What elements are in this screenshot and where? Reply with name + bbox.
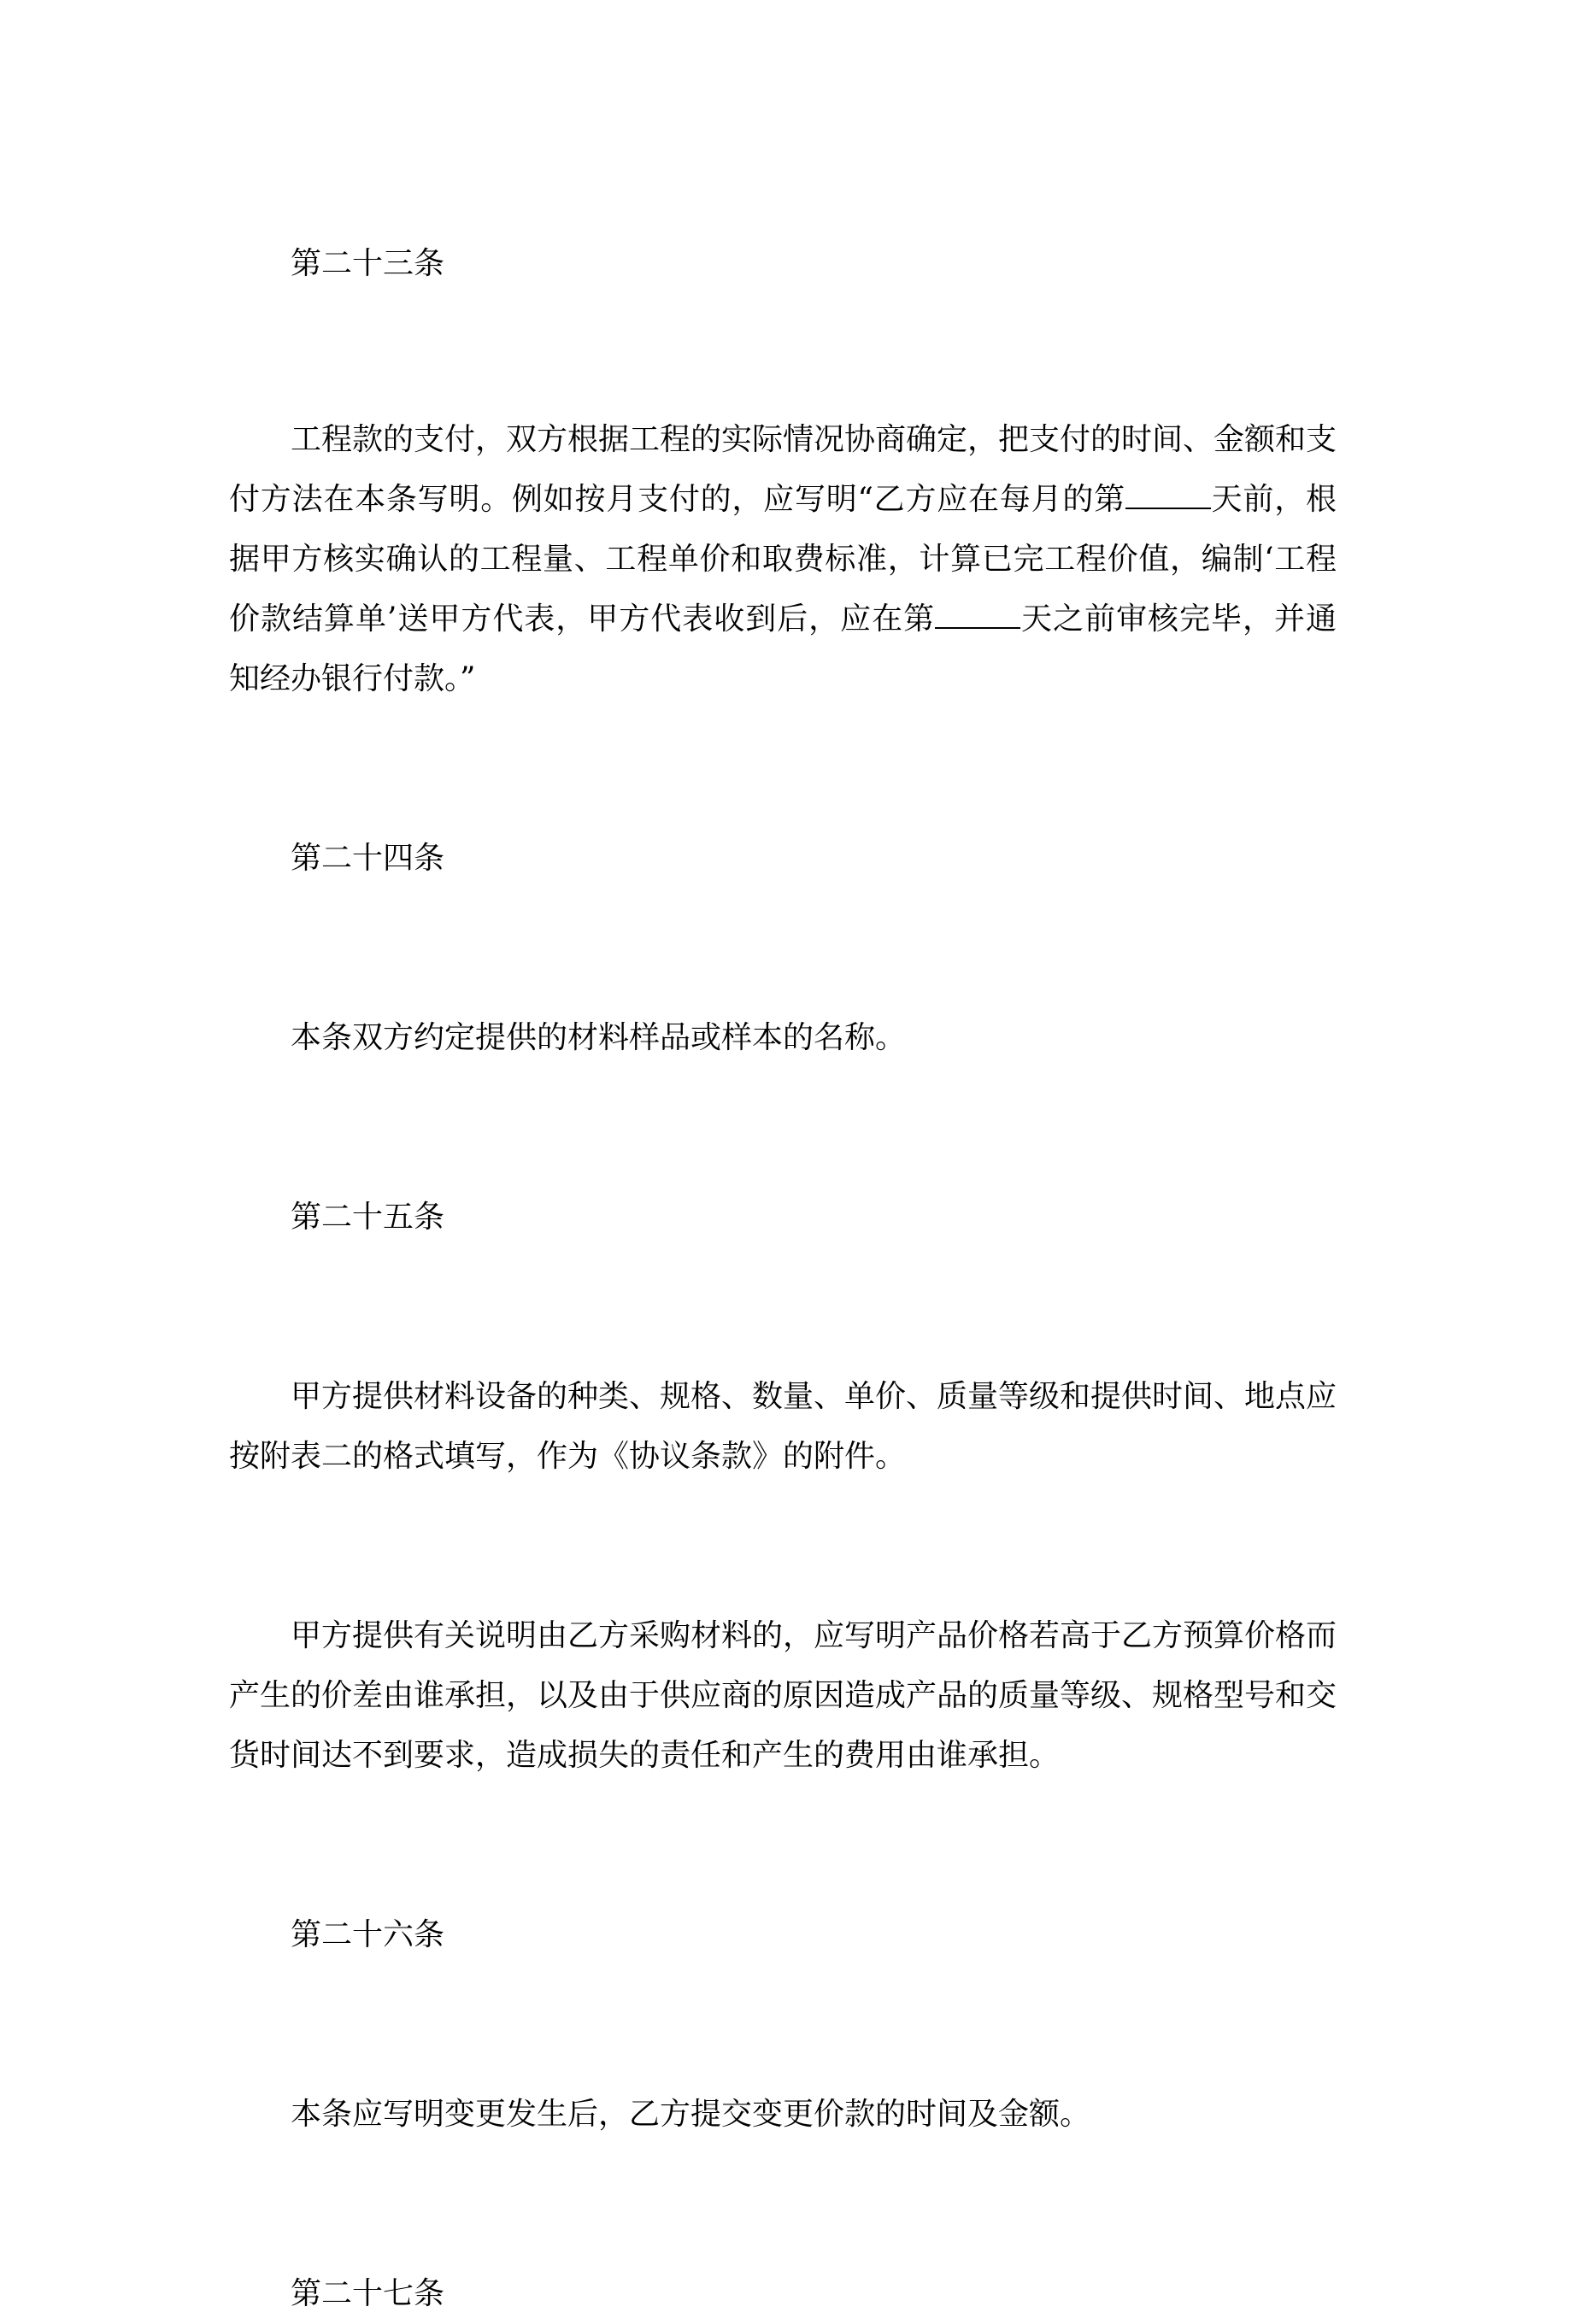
article-heading-26: 第二十六条 (291, 1917, 445, 1952)
article-23-paragraph (229, 410, 1337, 709)
article-23-text-part-1: 工程款的支付，双方根据工程的实际情况协商确定，把支付的时间、金额和支付方法在本条写明。例如按月支付的，应写明“乙方应在每月的第 (229, 422, 1337, 517)
article-heading-27: 第二十七条 (291, 2276, 445, 2311)
document-body (229, 234, 1337, 2324)
article-heading-25: 第二十五条 (291, 1200, 445, 1235)
article-heading-23: 第二十三条 (291, 246, 445, 281)
fill-in-blank-review-days (935, 602, 1020, 629)
article-23-text-part-3: 天之前审核完毕，并通知经办银行付款。” (229, 602, 1337, 696)
fill-in-blank-days (1125, 482, 1211, 509)
article-25-paragraph-2: 甲方提供有关说明由乙方采购材料的，应写明产品价格若高于乙方预算价格而产生的价差由谁承担，以及由于供应商的原因造成产品的质量等级、规格型号和交货时间达不到要求，造成损失的责任和产生的费用由谁承担。 (229, 1618, 1337, 1773)
article-23-text-part-2: 天前，根据甲方核实确认的工程量、工程单价和取费标准，计算已完工程价值，编制‘工程价款结算单’送甲方代表，甲方代表收到后，应在第 (229, 482, 1337, 637)
article-25-paragraph-1: 甲方提供材料设备的种类、规格、数量、单价、质量等级和提供时间、地点应按附表二的格式填写，作为《协议条款》的附件。 (229, 1379, 1337, 1474)
article-26-paragraph: 本条应写明变更发生后，乙方提交变更价款的时间及金额。 (291, 2097, 1091, 2132)
article-24-paragraph: 本条双方约定提供的材料样品或样本的名称。 (291, 1020, 907, 1055)
article-heading-24: 第二十四条 (291, 841, 445, 876)
